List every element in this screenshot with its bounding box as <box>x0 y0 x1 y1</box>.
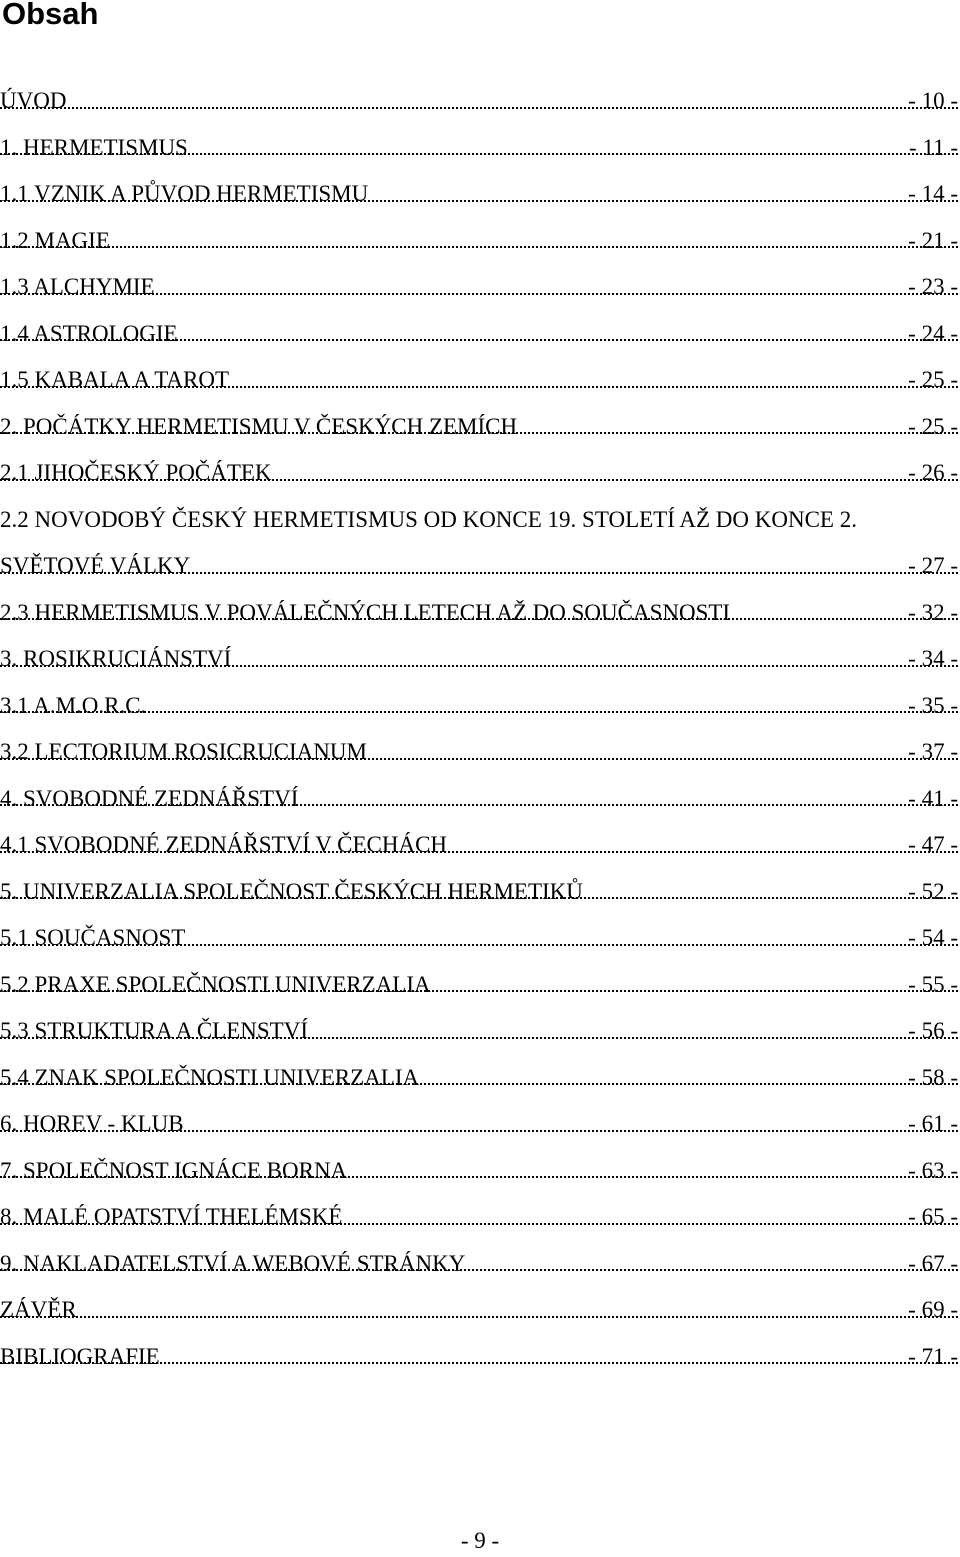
toc-entry[interactable] <box>0 636 958 683</box>
toc-entry[interactable] <box>0 1194 958 1241</box>
toc-entry-label-line1: 2.2 NOVODOBÝ ČESKÝ HERMETISMUS OD KONCE 19. STOLETÍ AŽ DO KONCE 2. <box>0 506 857 532</box>
toc-entry-label: 4. SVOBODNÉ ZEDNÁŘSTVÍ <box>0 776 300 823</box>
toc-entry[interactable] <box>0 729 958 776</box>
toc-entry[interactable] <box>0 915 958 962</box>
toc-entry[interactable] <box>0 683 958 730</box>
toc-entry-label: BIBLIOGRAFIE <box>0 1334 162 1381</box>
toc-entry-label: 1. HERMETISMUS <box>0 125 190 172</box>
toc-entry-page: - 69 - <box>905 1287 958 1334</box>
toc-entry-page: - 54 - <box>905 915 958 962</box>
toc-entry[interactable] <box>0 1334 958 1381</box>
toc-entry[interactable] <box>0 1241 958 1288</box>
toc-entry[interactable] <box>0 311 958 358</box>
toc-entry[interactable] <box>0 869 958 916</box>
toc-entry-page: - 24 - <box>905 311 958 358</box>
toc-entry[interactable] <box>0 78 958 125</box>
toc-entry-page: - 14 - <box>905 171 958 218</box>
toc-entry-label: 4.1 SVOBODNÉ ZEDNÁŘSTVÍ V ČECHÁCH <box>0 822 449 869</box>
toc-entry[interactable] <box>0 450 958 497</box>
toc-entry-label: 2.3 HERMETISMUS V POVÁLEČNÝCH LETECH AŽ DO SOUČASNOSTI <box>0 590 732 637</box>
toc-entry-label: 1.2 MAGIE <box>0 218 112 265</box>
toc-entry-label: ZÁVĚR <box>0 1287 79 1334</box>
toc-entry-page: - 10 - <box>905 78 958 125</box>
toc-entry-page: - 58 - <box>905 1055 958 1102</box>
toc-entry-page: - 21 - <box>905 218 958 265</box>
page-title: Obsah <box>2 0 99 31</box>
toc-entry-label: 5.1 SOUČASNOST <box>0 915 187 962</box>
toc-entry-label: 5.4 ZNAK SPOLEČNOSTI UNIVERZALIA <box>0 1055 421 1102</box>
toc-entry-page: - 65 - <box>905 1194 958 1241</box>
toc-entry-page: - 32 - <box>905 590 958 637</box>
toc-entry-page: - 61 - <box>905 1101 958 1148</box>
toc-entry-label: 3. ROSIKRUCIÁNSTVÍ <box>0 636 233 683</box>
toc-entry-page: - 34 - <box>905 636 958 683</box>
toc-entry-page: - 35 - <box>905 683 958 730</box>
toc-entry-page: - 56 - <box>905 1008 958 1055</box>
toc-entry-label: 5.2 PRAXE SPOLEČNOSTI UNIVERZALIA <box>0 962 433 1009</box>
toc-entry[interactable] <box>0 218 958 265</box>
toc-entry[interactable] <box>0 962 958 1009</box>
toc-entry-page: - 26 - <box>905 450 958 497</box>
toc-entry[interactable] <box>0 1055 958 1102</box>
toc-entry-label: 9. NAKLADATELSTVÍ A WEBOVÉ STRÁNKY <box>0 1241 467 1288</box>
toc-entry[interactable] <box>0 1008 958 1055</box>
toc-entry-label: 1.1 VZNIK A PŮVOD HERMETISMU <box>0 171 370 218</box>
toc-entry-page: - 67 - <box>905 1241 958 1288</box>
toc-entry-page: - 47 - <box>905 822 958 869</box>
toc-entry[interactable] <box>0 590 958 637</box>
toc-entry-label: 3.2 LECTORIUM ROSICRUCIANUM <box>0 729 369 776</box>
toc-entry-page: - 71 - <box>905 1334 958 1381</box>
toc-entry-label: SVĚTOVÉ VÁLKY <box>0 543 192 590</box>
toc-entry[interactable] <box>0 1287 958 1334</box>
toc-entry-page: - 55 - <box>905 962 958 1009</box>
toc-entry-page: - 11 - <box>906 125 958 172</box>
toc-entry[interactable] <box>0 171 958 218</box>
toc-entry-label: 5. UNIVERZALIA SPOLEČNOST ČESKÝCH HERMETIKŮ <box>0 869 585 916</box>
toc-entry[interactable] <box>0 264 958 311</box>
toc-entry[interactable] <box>0 776 958 823</box>
toc-entry[interactable] <box>0 497 958 590</box>
toc-entry-label: 8. MALÉ OPATSTVÍ THELÉMSKÉ <box>0 1194 344 1241</box>
toc-entry-page: - 37 - <box>905 729 958 776</box>
toc-entry-label: 5.3 STRUKTURA A ČLENSTVÍ <box>0 1008 310 1055</box>
toc-entry-page: - 52 - <box>905 869 958 916</box>
toc-entry-label: 1.3 ALCHYMIE <box>0 264 157 311</box>
toc-entry-label: ÚVOD <box>0 78 68 125</box>
toc-entry[interactable] <box>0 822 958 869</box>
toc-entry[interactable] <box>0 125 958 172</box>
toc-entry-page: - 63 - <box>905 1148 958 1195</box>
toc-entry-page: - 25 - <box>905 357 958 404</box>
table-of-contents <box>0 78 958 1380</box>
toc-entry[interactable] <box>0 1148 958 1195</box>
toc-entry[interactable] <box>0 1101 958 1148</box>
toc-entry-label: 1.5 KABALA A TAROT <box>0 357 231 404</box>
page-number: - 9 - <box>460 1528 500 1553</box>
toc-entry-page: - 25 - <box>905 404 958 451</box>
toc-entry-label: 2.1 JIHOČESKÝ POČÁTEK <box>0 450 274 497</box>
toc-entry[interactable] <box>0 404 958 451</box>
toc-entry-page: - 27 - <box>905 543 958 590</box>
toc-entry-page: - 41 - <box>905 776 958 823</box>
toc-entry-label: 2. POČÁTKY HERMETISMU V ČESKÝCH ZEMÍCH <box>0 404 519 451</box>
toc-entry-label: 7. SPOLEČNOST IGNÁCE BORNA <box>0 1148 349 1195</box>
toc-entry-label: 3.1 A.M.O.R.C. <box>0 683 148 730</box>
toc-entry-page: - 23 - <box>905 264 958 311</box>
toc-entry[interactable] <box>0 357 958 404</box>
toc-entry-label: 1.4 ASTROLOGIE <box>0 311 180 358</box>
toc-entry-label: 6. HOREV - KLUB <box>0 1101 186 1148</box>
